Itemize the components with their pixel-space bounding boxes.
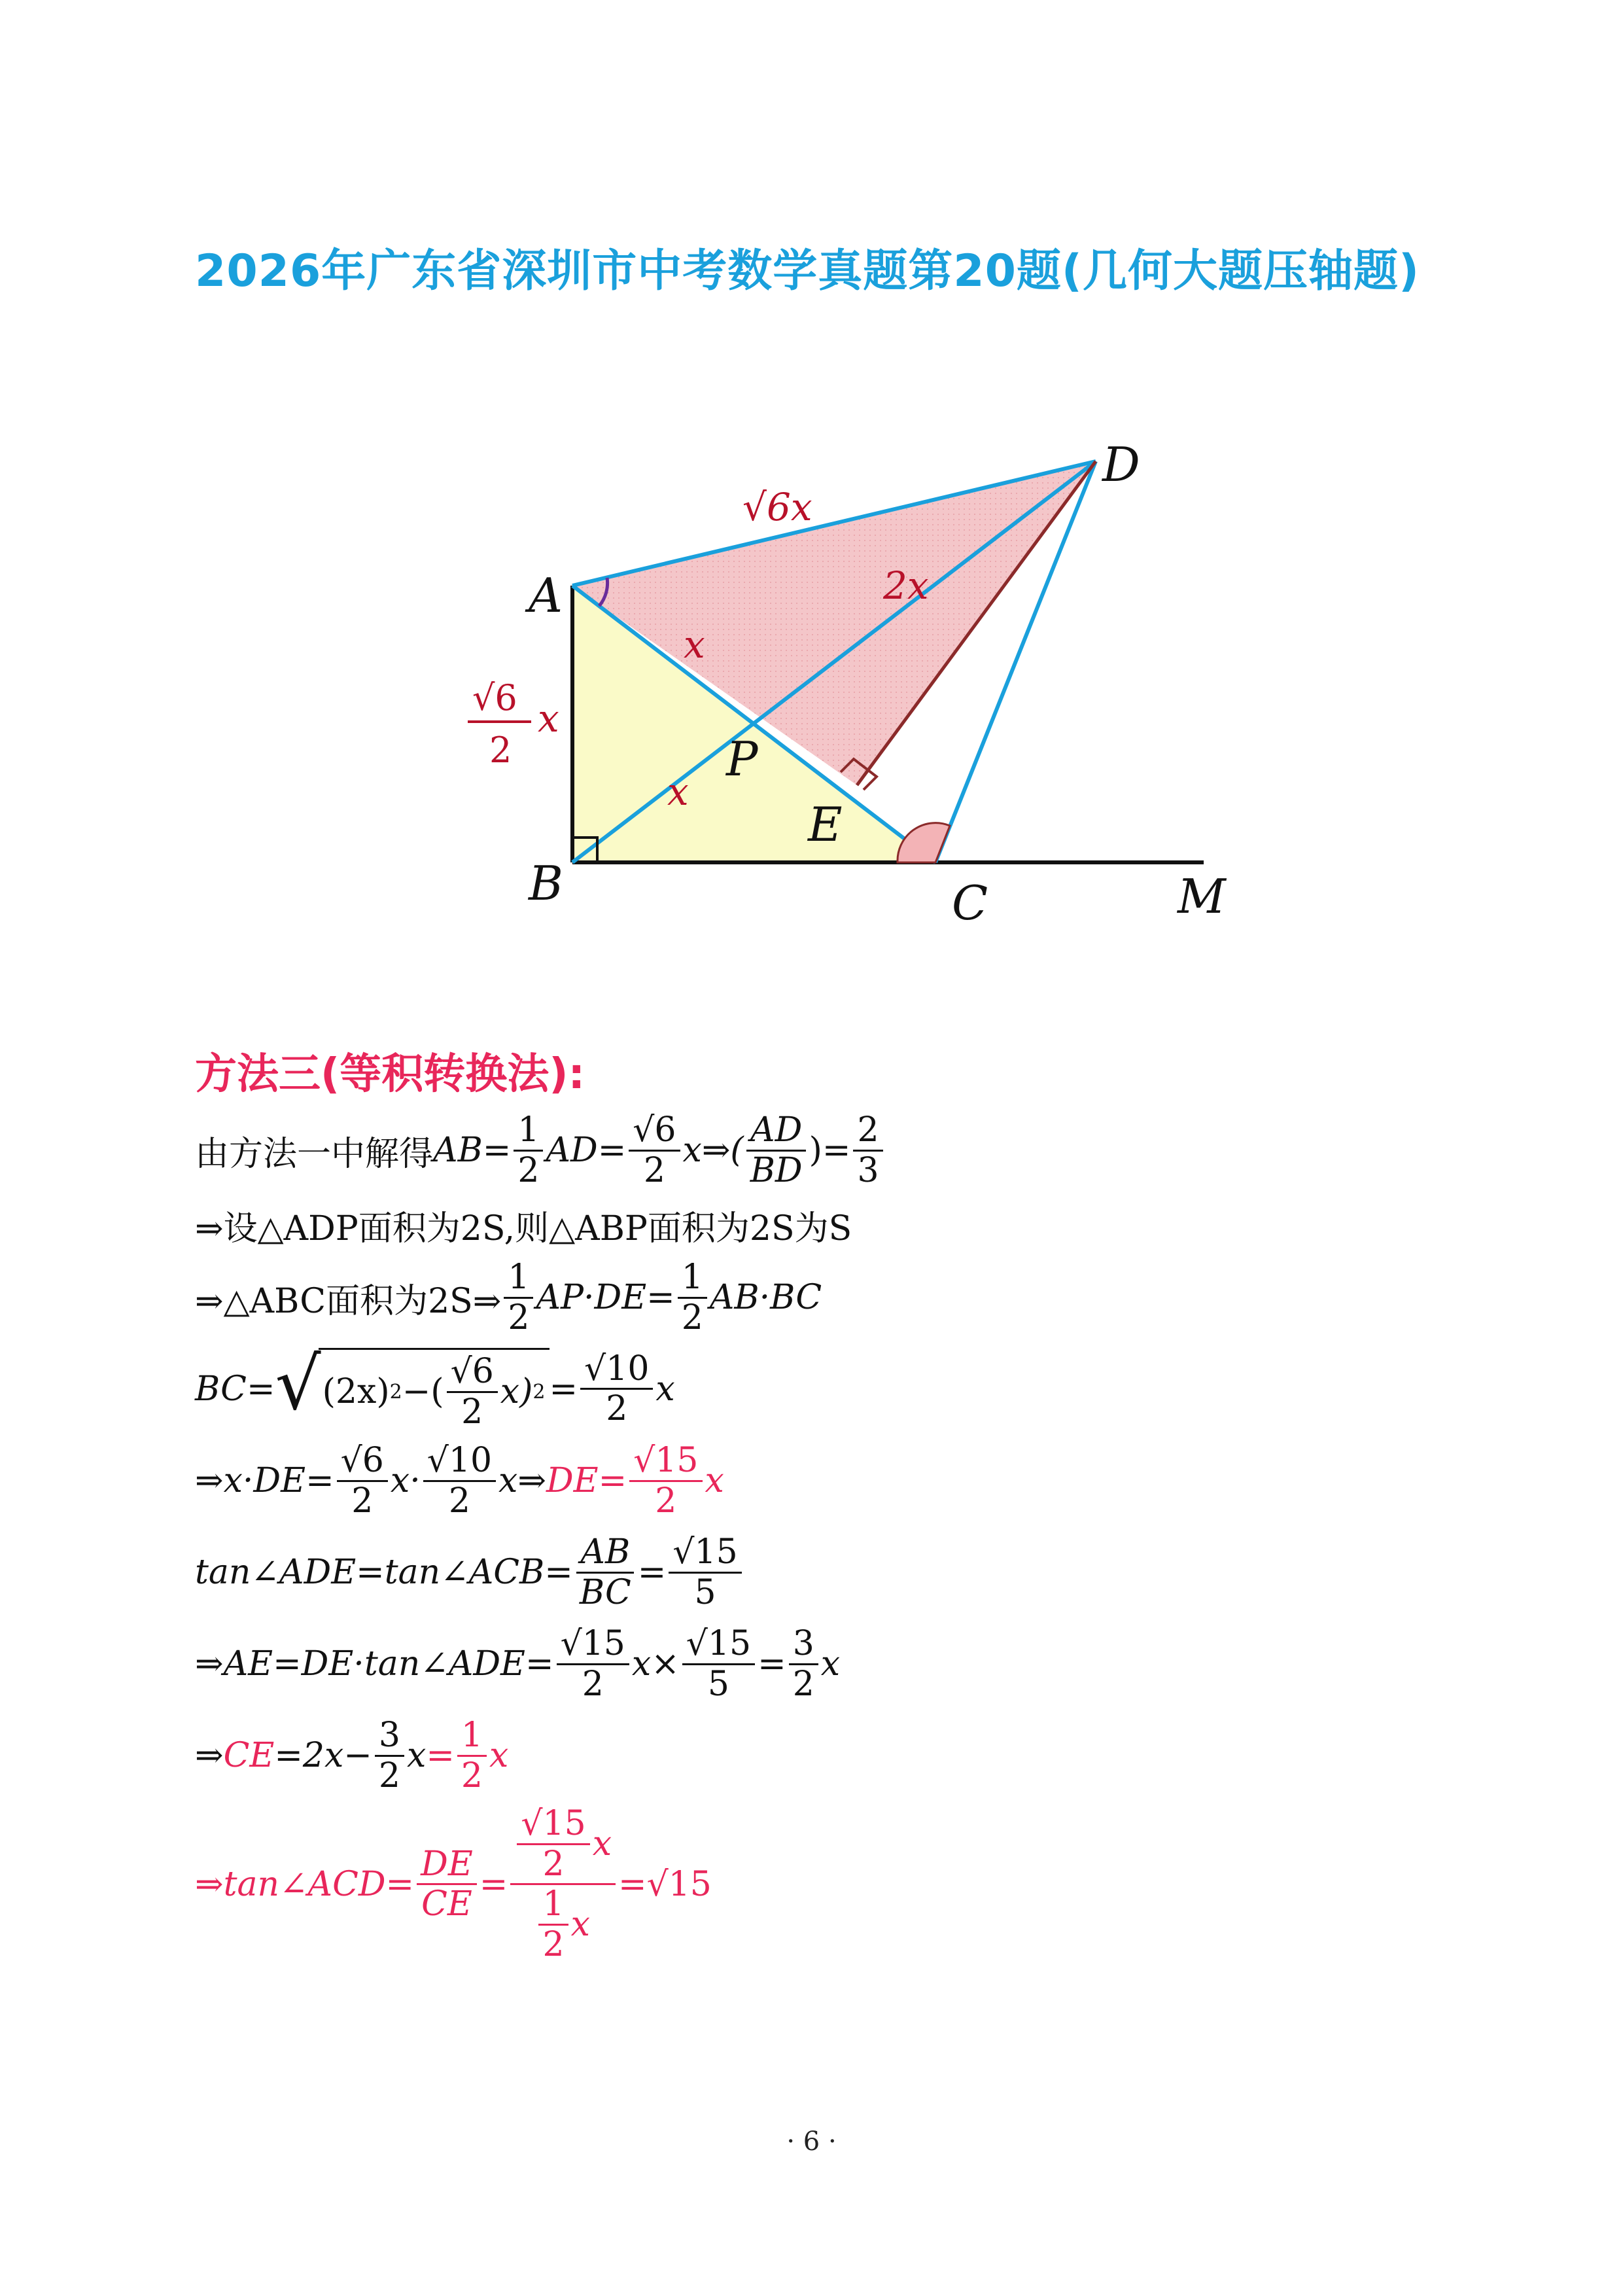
label-p: P (726, 732, 758, 786)
l1-eq: = (482, 1131, 512, 1171)
l7-a: ⇒AE=DE·tan∠ADE= (195, 1644, 554, 1684)
l5-a: ⇒x·DE= (195, 1461, 334, 1501)
l7-x: x (820, 1644, 841, 1684)
label-ad-length: √6x (742, 485, 812, 529)
solution-line-3 (195, 1260, 822, 1335)
l9-result: =√15 (618, 1864, 712, 1904)
solution-line-6 (195, 1534, 744, 1610)
l8-ce: CE (223, 1736, 275, 1776)
l3-text: ⇒△ABC面积为2S⇒ (195, 1281, 502, 1321)
label-m: M (1178, 869, 1226, 924)
l1-ab: AB (433, 1131, 483, 1171)
l4-frac-2: $\frac{√10}{2}$ (580, 1351, 653, 1427)
l5-frac-3: $\frac{√15}{2}$ (629, 1443, 702, 1519)
label-ap-length: x (684, 622, 705, 667)
l1-frac-1: $\frac{1}{2}$ (514, 1112, 543, 1188)
l6-frac-1: $\frac{AB}{BC}$ (576, 1534, 635, 1610)
label-a: A (529, 568, 563, 623)
l8-x2: x (489, 1736, 509, 1776)
geometry-figure (0, 0, 1623, 981)
l1-frac-2: $\frac{√6}{2}$ (629, 1112, 680, 1188)
angle-mark-c (898, 823, 950, 862)
l8-frac-2: $\frac{1}{2}$ (457, 1718, 487, 1793)
l8-a: ⇒ (195, 1736, 224, 1776)
label-ab-num: √6 (472, 677, 517, 718)
l6-frac-2: $\frac{√15}{5}$ (669, 1534, 741, 1610)
l1-text: 由方法一中解得 (195, 1134, 434, 1174)
l1-close: )= (809, 1131, 851, 1171)
l9-eq: = (479, 1864, 508, 1904)
l8-eq: = (426, 1736, 455, 1776)
l9-frac-1: $\frac{DE}{CE}$ (417, 1846, 477, 1922)
l5-c: x⇒ (498, 1461, 546, 1501)
l8-x: x (406, 1736, 427, 1776)
l5-b: x· (390, 1461, 421, 1501)
page-title: 2026年广东省深圳市中考数学真题第20题(几何大题压轴题) (195, 245, 1420, 297)
l6-eq: = (637, 1553, 667, 1593)
label-bp-length: x (667, 769, 689, 814)
label-ab-den: 2 (489, 730, 512, 771)
l5-frac-1: $\frac{√6}{2}$ (337, 1443, 388, 1519)
l8-c: =2x− (274, 1736, 372, 1776)
l9-a: ⇒tan∠ACD= (195, 1864, 415, 1904)
l4-sqrt: √ (2x) 2 −( $\frac{√6}{2}$ x) 2 (275, 1348, 550, 1430)
solution-line-8 (195, 1718, 508, 1793)
l5-x: x (705, 1461, 724, 1501)
l7-c: = (758, 1644, 786, 1684)
l1-frac-4: $\frac{2}{3}$ (853, 1112, 882, 1188)
label-c: C (952, 875, 988, 930)
solution-line-9 (195, 1806, 712, 1962)
l7-frac-3: $\frac{3}{2}$ (789, 1626, 818, 1702)
method-heading: 方法三(等积转换法): (195, 1050, 585, 1099)
l4-bc: BC= (195, 1369, 275, 1409)
label-b: B (529, 856, 563, 911)
l7-frac-2: $\frac{√15}{5}$ (682, 1626, 755, 1702)
l3-frac-1: $\frac{1}{2}$ (504, 1260, 533, 1335)
solution-line-4 (195, 1342, 675, 1432)
l8-frac-1: $\frac{3}{2}$ (375, 1718, 404, 1793)
label-e: E (808, 797, 843, 852)
label-d: D (1102, 437, 1140, 492)
page-number: · 6 · (786, 2127, 837, 2157)
l6-a: tan∠ADE=tan∠ACB= (195, 1553, 573, 1593)
l1-frac-3: $\frac{AD}{BD}$ (746, 1112, 807, 1188)
l1-ad: AD (546, 1131, 598, 1171)
label-ab-x: x (538, 696, 559, 741)
l5-de: DE= (546, 1461, 627, 1501)
l2-text: ⇒设△ADP面积为2S,则△ABP面积为2S为S (195, 1209, 852, 1248)
l4-x: x (655, 1369, 675, 1409)
l7-frac-1: $\frac{√15}{2}$ (557, 1626, 629, 1702)
solution-line-5 (195, 1443, 724, 1519)
solution-line-1 (195, 1112, 886, 1188)
l3-ap-de: AP·DE= (536, 1278, 675, 1318)
l9-frac-complex: $\frac{√15}{2}$ x $\frac{1}{2}$ x (510, 1806, 616, 1962)
l3-ab-bc: AB·BC (709, 1278, 822, 1318)
label-pd-length: 2x (883, 563, 929, 608)
l5-frac-2: $\frac{√10}{2}$ (423, 1443, 496, 1519)
l3-frac-2: $\frac{1}{2}$ (678, 1260, 707, 1335)
solution-line-2 (195, 1201, 852, 1250)
l4-eq: = (549, 1369, 578, 1409)
l1-eq2: = (597, 1131, 627, 1171)
l1-x: x⇒( (682, 1131, 744, 1171)
l7-b: x× (631, 1644, 680, 1684)
solution-line-7 (195, 1626, 840, 1702)
